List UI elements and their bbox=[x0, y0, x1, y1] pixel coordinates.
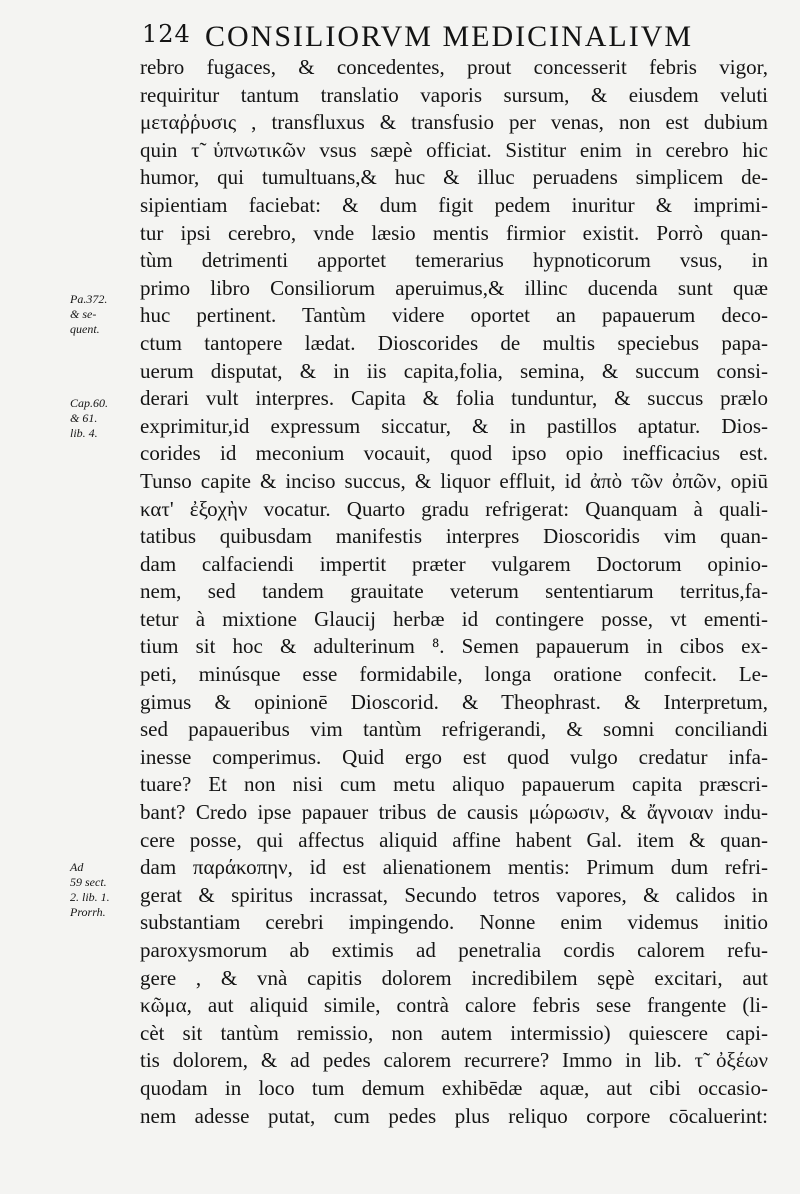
text-line: quin τ̃ ὑπνωτικῶν vsus sæpè officiat. Sistitur enim in cerebro hic bbox=[140, 137, 768, 162]
text-line: gerat & spiritus incrassat, Secundo tetros vapores, & calidos in bbox=[140, 882, 768, 907]
text-line: nem, sed tandem grauitate veterum sententiarum territus,fa- bbox=[140, 579, 768, 604]
marginal-note-line: 2. lib. 1. bbox=[70, 890, 110, 904]
text-line: rebro fugaces, & concedentes, prout concesserit febris vigor, bbox=[140, 55, 768, 79]
text-line: gimus & opinionē Dioscorid. & Theophrast. & Interpretum, bbox=[140, 689, 768, 714]
text-line: quodam in loco tum demum exhibēdæ aquæ, aut cibi occasio- bbox=[140, 1075, 768, 1100]
marginal-note-line: Pa.372. bbox=[70, 292, 108, 306]
text-line: cere posse, qui affectus aliquid affine habent Gal. item & quan- bbox=[140, 827, 768, 852]
text-line: peti, minúsque esse formidabile, longa oratione confecit. Le- bbox=[140, 662, 768, 687]
marginal-note-2 bbox=[70, 396, 108, 441]
text-line: dam calfaciendi impertit præter vulgarem Doctorum opinio- bbox=[140, 551, 768, 576]
page-number: 124 bbox=[142, 20, 191, 48]
text-line: cèt sit tantùm remissio, non autem intermissio) quiescere capi- bbox=[140, 1020, 768, 1045]
text-line: μεταῤῥυσις , transfluxus & transfusio per venas, non est dubium bbox=[140, 110, 768, 135]
text-line: corides id meconium vocauit, quod ipso opio inefficacius est. bbox=[140, 441, 768, 466]
marginal-note-1 bbox=[70, 292, 107, 337]
marginal-note-line: & se- bbox=[70, 307, 97, 321]
text-line: tur ipsi cerebro, vnde læsio mentis firmior existit. Porrò quan- bbox=[140, 220, 768, 245]
text-line: ctum tantopere lædat. Dioscorides de multis speciebus papa- bbox=[140, 330, 768, 355]
text-line: exprimitur,id expressum siccatur, & in pastillos aptatur. Dios- bbox=[140, 413, 768, 438]
text-line: κατ' ἐξοχὴν vocatur. Quarto gradu refrigerat: Quanquam à quali- bbox=[140, 496, 768, 521]
text-line: tis dolorem, & ad pedes calorem recurrere? Immo in lib. τ̃ ὀξέων bbox=[140, 1048, 768, 1073]
text-line: primo libro Consiliorum aperuimus,& illinc ducenda sunt quæ bbox=[140, 275, 768, 300]
text-line: uerum disputat, & in iis capita,folia, semina, & succum consi- bbox=[140, 358, 768, 383]
text-line: substantiam cerebri impingendo. Nonne enim videmus initio bbox=[140, 910, 768, 935]
marginal-note-line: Prorrh. bbox=[70, 905, 106, 919]
text-line: sipientiam faciebat: & dum figit pedem inuritur & imprimi- bbox=[140, 192, 768, 217]
text-line: Tunso capite & inciso succus, & liquor effluit, id ἀπὸ τῶν ὀπῶν, opiū bbox=[140, 468, 768, 493]
text-line: humor, qui tumultuans,& huc & illuc peruadens simplicem de- bbox=[140, 165, 768, 190]
marginal-note-line: quent. bbox=[70, 322, 100, 336]
text-line: paroxysmorum ab extimis ad penetralia cordis calorem refu- bbox=[140, 938, 768, 962]
marginal-note-line: lib. 4. bbox=[70, 426, 98, 440]
marginal-note-line: Ad bbox=[70, 860, 84, 874]
text-line: tùm detrimenti apportet temerarius hypnoticorum vsus, in bbox=[140, 248, 768, 273]
marginal-note-3 bbox=[70, 860, 110, 920]
text-line: κῶμα, aut aliquid simile, contrà calore febris sese frangente (li- bbox=[140, 993, 768, 1018]
text-line: requiritur tantum translatio vaporis sursum, & eiusdem veluti bbox=[140, 82, 768, 107]
text-line: tuare? Et non nisi cum metu aliquo papauerum capita præscri- bbox=[140, 772, 768, 797]
text-line: dam παράκοπην, id est alienationem mentis: Primum dum refri- bbox=[140, 855, 768, 880]
text-line: derari vult interpres. Capita & folia tunduntur, & succus prælo bbox=[140, 386, 768, 411]
text-line: tetur à mixtione Glaucij herbæ id contingere posse, vt ementi- bbox=[140, 606, 768, 631]
text-line: huc pertinent. Tantùm videre oportet an papauerum deco- bbox=[140, 303, 768, 328]
marginal-note-line: Cap.60. bbox=[70, 396, 109, 410]
text-line: tatibus quibusdam manifestis interpres Dioscoridis vim quan- bbox=[140, 524, 768, 549]
marginal-note-line: & 61. bbox=[70, 411, 98, 425]
body-text bbox=[140, 54, 768, 1130]
text-line: sed papaueribus vim tantùm refrigerandi, & somni conciliandi bbox=[140, 717, 768, 742]
running-head: CONSILIORVM MEDICINALIVM bbox=[205, 20, 694, 53]
text-line: bant? Credo ipse papauer tribus de causis μώρωσιν, & ἄγνοιαν indu- bbox=[140, 800, 768, 825]
text-line: gere , & vnà capitis dolorem incredibilem sępè excitari, aut bbox=[140, 965, 768, 990]
text-line: inesse comperimus. Quid ergo est quod vulgo credatur infa- bbox=[140, 744, 768, 769]
marginal-note-line: 59 sect. bbox=[70, 875, 107, 889]
text-line: nem adesse putat, cum pedes plus reliquo corpore cōcaluerint: bbox=[140, 1103, 768, 1128]
text-line: tium sit hoc & adulterinum ⁸. Semen papauerum in cibos ex- bbox=[140, 634, 768, 659]
